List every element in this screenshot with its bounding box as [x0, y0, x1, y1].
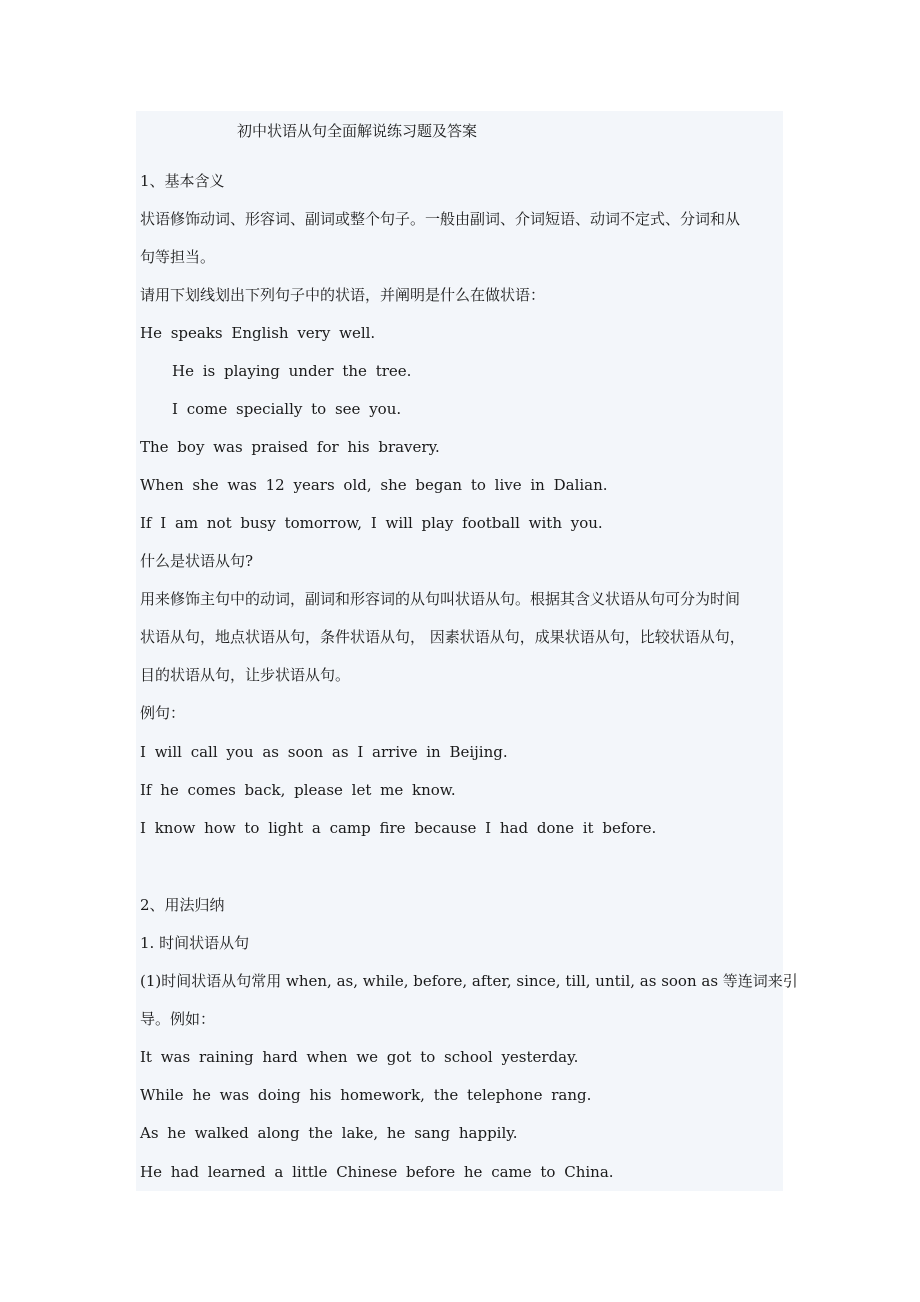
section-heading: 1、基本含义	[140, 172, 225, 190]
example-sentence: He speaks English very well.	[140, 324, 376, 342]
subsection-heading: 1. 时间状语从句	[140, 934, 250, 952]
document-page	[136, 111, 783, 1191]
paragraph-line: 用来修饰主句中的动词，副词和形容词的从句叫状语从句。根据其含义状语从句可分为时间	[140, 590, 741, 608]
example-sentence: I will call you as soon as I arrive in Beijing.	[140, 743, 508, 761]
paragraph-line: (1)时间状语从句常用 when, as, while, before, after, since, till, until, as soon as 等连词来引	[140, 972, 798, 990]
example-label: 例句：	[140, 704, 186, 722]
question-line: 什么是状语从句?	[140, 552, 254, 570]
instruction-line: 请用下划线划出下列句子中的状语，并阐明是什么在做状语：	[140, 286, 546, 304]
section-heading: 2、用法归纳	[140, 896, 225, 914]
paragraph-line: 状语修饰动词、形容词、副词或整个句子。一般由副词、介词短语、动词不定式、分词和从	[140, 210, 741, 228]
example-sentence: If he comes back, please let me know.	[140, 781, 456, 799]
paragraph-line: 目的状语从句，让步状语从句。	[140, 666, 351, 684]
example-sentence: I come specially to see you.	[172, 400, 402, 418]
example-sentence: He is playing under the tree.	[172, 362, 412, 380]
paragraph-line: 句等担当。	[140, 248, 216, 266]
paragraph-line: 状语从句，地点状语从句，条件状语从句， 因素状语从句，成果状语从句，比较状语从句，	[140, 628, 745, 646]
example-sentence: When she was 12 years old, she began to live in Dalian.	[140, 476, 608, 494]
example-sentence: While he was doing his homework, the telephone rang.	[140, 1086, 592, 1104]
document-title: 初中状语从句全面解说练习题及答案	[237, 122, 478, 140]
example-sentence: It was raining hard when we got to school yesterday.	[140, 1048, 579, 1066]
example-sentence: The boy was praised for his bravery.	[140, 438, 440, 456]
paragraph-line: 导。例如：	[140, 1010, 216, 1028]
example-sentence: If I am not busy tomorrow, I will play football with you.	[140, 514, 603, 532]
example-sentence: He had learned a little Chinese before he came to China.	[140, 1163, 614, 1181]
example-sentence: I know how to light a camp fire because I had done it before.	[140, 819, 657, 837]
example-sentence: As he walked along the lake, he sang happily.	[140, 1124, 518, 1142]
